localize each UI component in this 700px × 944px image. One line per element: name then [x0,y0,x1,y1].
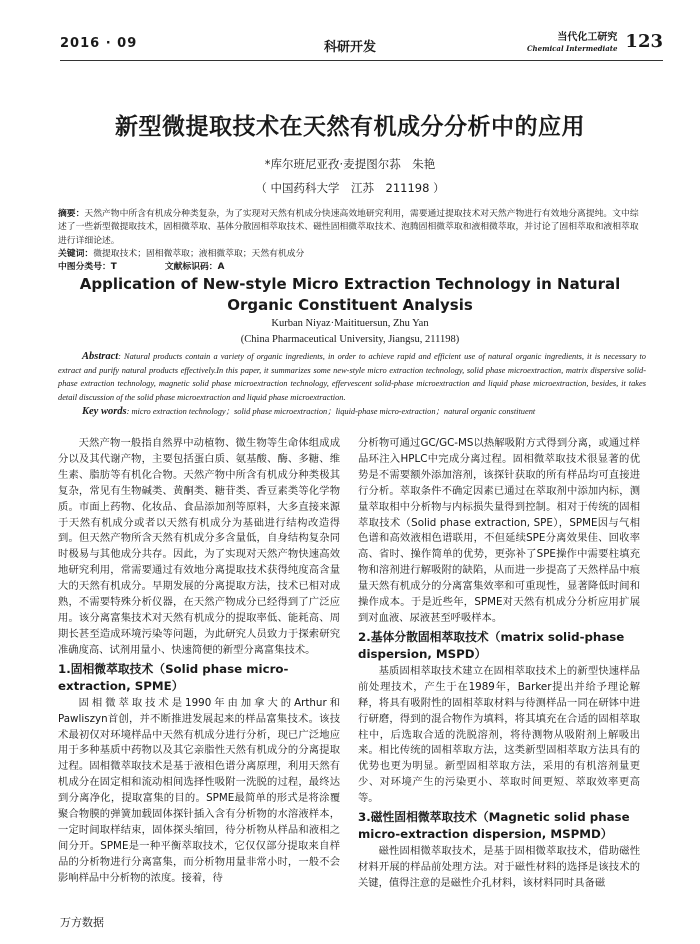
section-1-paragraph: 固相微萃取技术是1990年由加拿大的Arthur和Pawliszyn首创，并不断推进发展起来的样品富集技术。该技术最初仅对环境样品中天然有机成分进行分析，现已广泛地应用于多种基质中药物以及其它亲脂性天然有机成分的分离提取过程。固相微萃取技术是基于液相色谱分离原理，利用天然有机成分在固定相和流动相间选择性吸附一洗脱的过程，最终达到分离净化，提取富集的目的。SPME最简单的形式是将涂覆聚合物膜的弹簧加载固体探针插入含有分析物的水溶液样本，一定时间取样结束，固体探头缩回，待分析物从样品和液相之间分开。SPME是一种平衡萃取技术，它仅仅部分提取来自样品的分析物进行分离富集，而分析物用量非常小时，一般不会影响样品中分析物的浓度。接着，待 [58,696,340,884]
abstract-en [58,350,646,404]
abstract-en-text: : Natural products contain a variety of organic ingredients, in order to achieve rapid and efficient use of natural organic ingredients, it is necessary to extract and purify natural products effectively.In this paper, it summarizes some new-style micro extraction technology, solid phase microextraction, matrix dispersive solid-phase extraction technology, magnetic solid phase microextraction technology, effervescent solid-phase microextraction and liquid phase microextraction, besides, it takes detail discussion of the solid phase microextraction and liquid phase microextraction. [58,352,646,402]
footer-source: 万方数据 [60,916,104,929]
abstract-en-block [58,350,646,419]
abstract-en-label: Abstract [82,351,119,362]
keywords-cn-label: 关键词： [58,248,94,259]
abstract-cn-label: 摘要： [58,209,85,219]
header-rule [60,60,663,61]
section-2-paragraph: 基质固相萃取技术建立在固相萃取技术上的新型快速样品前处理技术，产生于在1989年，Barker提出并给予理论解释，将具有吸附性的固相萃取材料与待测样品一同在研钵中进行研磨，得到的混合物作为填料，将其填充在合适的固相萃取柱中，后选取合适的洗脱溶剂，将待测物从吸附剂上解吸出来。相比传统的固相萃取方法，这类新型固相萃取方法具有的优势也更为明显。新型固相萃取方法，采用的有机溶剂量更少、对环境产生的污染更小、萃取时间更短、萃取效率更高等。 [358,664,640,805]
section-3-paragraph: 磁性固相微萃取技术，是基于固相微萃取技术，借助磁性材料开展的样品前处理方法。对于磁性材料的选择是该技术的关键，值得注意的是磁性介孔材料，该材料同时具备磁 [358,845,640,889]
article-title-cn: 新型微提取技术在天然有机成分分析中的应用 [115,114,585,140]
doc-code-value: A [217,262,225,273]
section-name: 科研开发 [323,40,376,55]
article-title-en: Application of New-style Micro Extraction Technology in Natural Organic Constituent Analysis [79,275,621,314]
abstract-cn [58,208,644,248]
journal-name [527,32,617,54]
keywords-cn-text: 微提取技术；固相微萃取；液相微萃取；天然有机成分 [93,248,305,259]
journal-name-en: Chemical Intermediate [526,44,618,53]
section-2-heading: 2.基体分散固相萃取技术（matrix solid-phase dispersion, MSPD） [358,629,625,661]
authors-cn: *库尔班尼亚孜·麦提图尔荪 朱艳 [264,157,436,171]
authors-en: Kurban Niyaz·Maitituersun, Zhu Yan [271,318,429,329]
body-column-right [358,436,640,892]
abstract-cn-text: 天然产物中所含有机成分种类复杂，为了实现对天然有机成分快速高效地研究利用，需要通过提取技术对天然产物进行有效地分离提纯。文中综述了一些新型微提取技术，固相微萃取、基体分散固相萃取技术、磁性固相微萃取技术、泡腾固相微萃取和液相微萃取，并讨论了固相萃取和液相萃取进行详细论述。 [58,209,639,246]
section-3-heading: 3.磁性固相微萃取技术（Magnetic solid phase micro-extraction dispersion, MSPMD） [358,810,630,842]
section-1-heading: 1.固相微萃取技术（Solid phase micro-extraction, SPME） [58,661,289,693]
section-1-paragraph-cont: 分析物可通过GC/GC-MS以热解吸附方式得到分离，或通过样品环注入HPLC中完成分离过程。固相微萃取技术很显著的优势是不需要额外添加溶剂，该探针获取的所有样品均可直接进行分析。萃取条件不确定因素已通过在萃取剂中添加内标，测量萃取相中分析物与内标损失量得到控制。相对于传统的固相萃取技术（Solid phase extraction, SPE），SPME因与气相色谱和高效液相色谱联用，不但延续SPE分离效果佳、回收率高、省时、操作简单的优势，更弥补了SPE操作中需要柱填充物和溶剂进行解吸附的缺陷，从而进一步提高了天然样品中痕量天然有机成分的分离富集效率和可重现性，显著降低时间和操作成本。于是近些年，SPME对天然有机成分分析应用扩展到对血液、尿液甚至呼吸样本。 [358,437,640,624]
clc-value: T [110,262,117,273]
keywords-en-label: Key words [82,406,127,418]
journal-masthead [527,32,663,54]
classification-line [58,261,644,274]
doc-code-label: 文献标识码： [164,262,218,273]
keywords-en-text: : micro extraction technology；solid phase microextraction；liquid-phase micro-extraction；natural organic constituent [126,407,536,417]
page-number: 123 [625,31,663,52]
keywords-cn [58,248,644,261]
issue-number: 2016 · 09 [60,36,138,51]
keywords-en [58,405,646,419]
affiliation-cn: （ 中国药科大学 江苏 211198 ） [255,181,445,195]
clc-label: 中图分类号： [58,262,111,273]
affiliation-en: (China Pharmaceutical University, Jiangsu, 211198) [240,334,460,345]
intro-paragraph: 天然产物一般指自然界中动植物、微生物等生命体组成成分以及其代谢产物，主要包括蛋白质、氨基酸、酶、多糖、维生素、脂肪等有机化合物。天然产物中所含有机成分种类极其复杂，常见有生物碱类、黄酮类、糖苷类、香豆素类等化学物质。市面上药物、化妆品、食品添加剂等原料，大多直接来源于天然有机成分或者以天然有机成分为基础进行结构改造得到。但天然产物所含天然有机成分多含量低，自身结构复杂同时极易与其他成分共存。因此，为了实现对天然产物快速高效地研究利用，常需要通过有效地分离提取技术获得纯度高含量大的天然有机成分。早期发展的分离提取方法，技术已相对成熟，不需要特殊分析仪器，在天然产物成分已经得到了广泛应用。该分离富集技术对天然有机成分的提取率低、能耗高、周期长甚至造成环境污染等问题，为此研究人员致力于探索研究准确度高、试剂用量小、快速简便的新型分离富集技术。 [58,437,340,656]
abstract-cn-block [58,208,644,274]
journal-name-cn: 当代化工研究 [557,32,618,43]
body-column-left [58,436,340,887]
